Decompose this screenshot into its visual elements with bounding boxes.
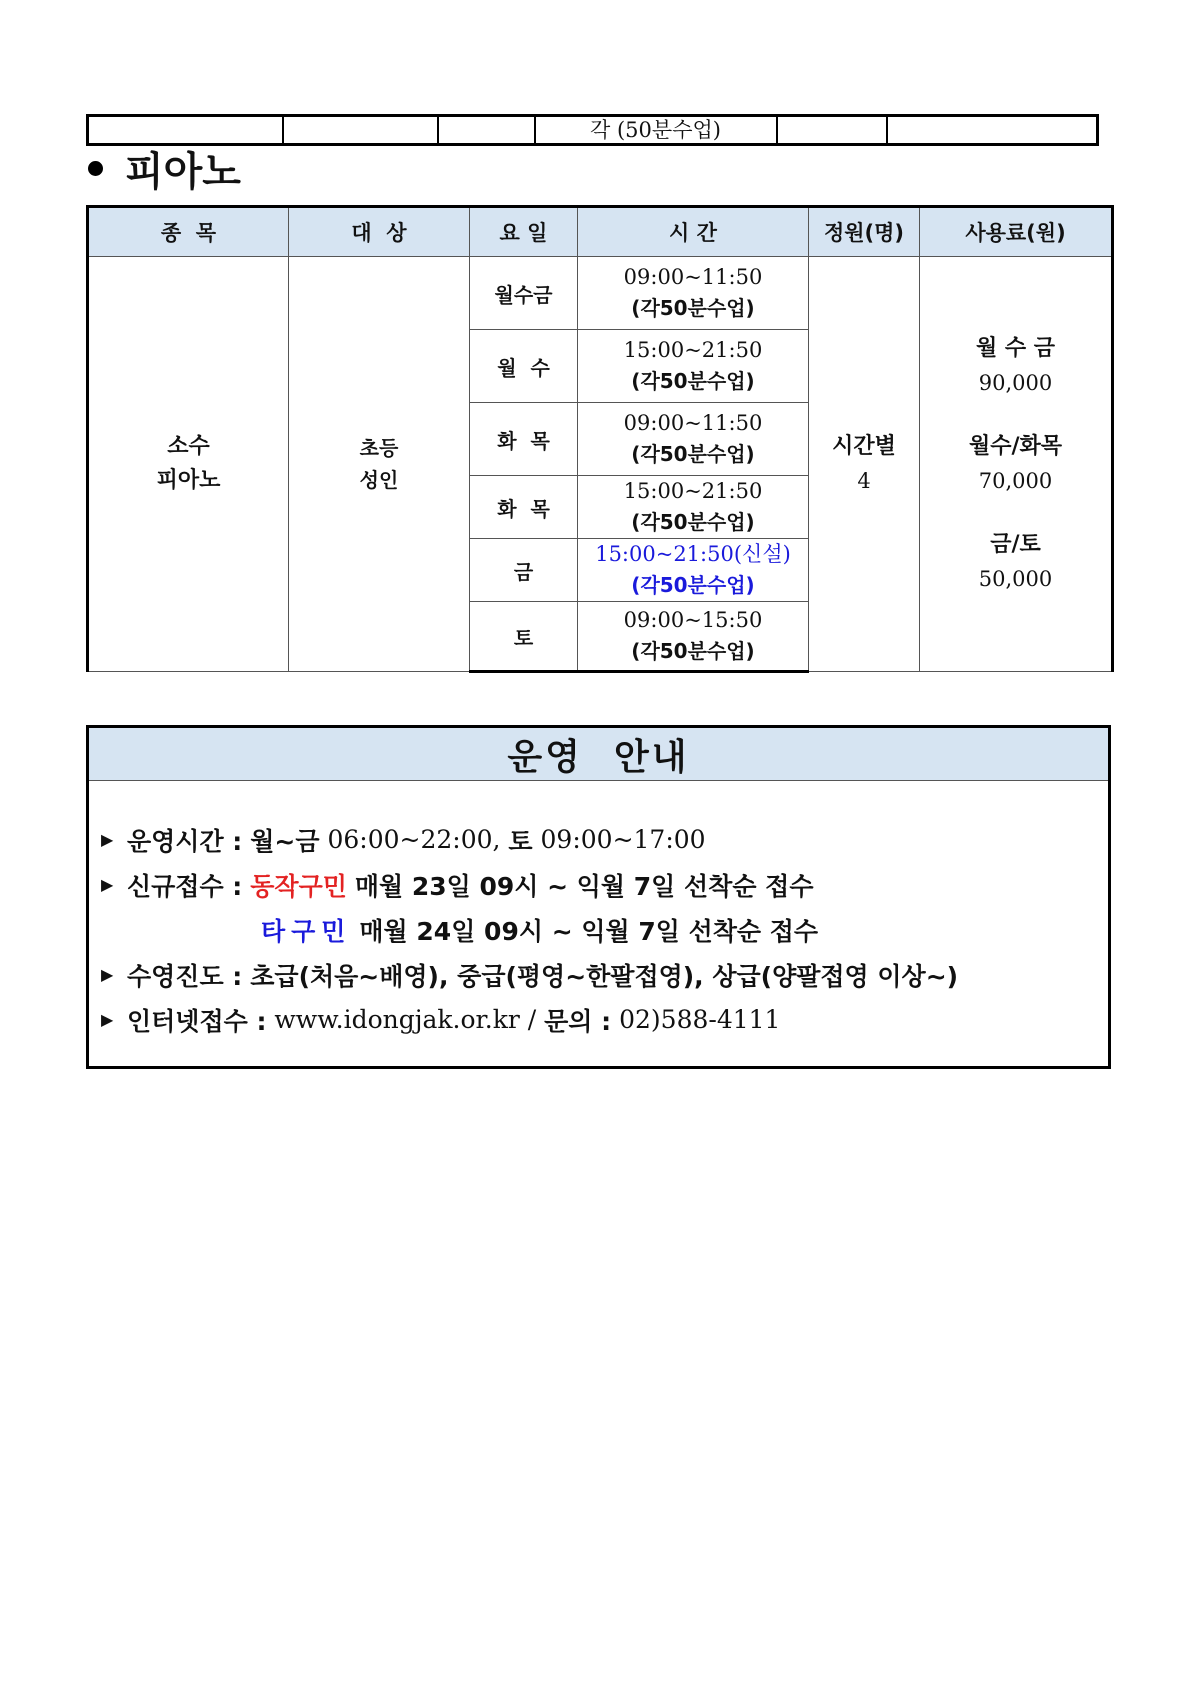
target-line: 성인 [359,468,399,492]
target-cell [289,257,470,672]
time-cell-new [578,539,809,602]
time-range: 09:00~11:50 [623,265,763,289]
levels-line [101,952,1108,997]
header-day: 요 일 [470,207,578,257]
separator: / [527,1005,537,1034]
saturday-hours: 09:00~17:00 [540,825,706,854]
local-residents: 동작구민 [250,871,347,901]
fee-amount: 50,000 [978,567,1053,591]
time-note: (각50분수업) [631,296,755,320]
capacity-value: 4 [857,469,871,493]
time-range: 09:00~15:50 [623,608,763,632]
triangle-right-icon: ▶ [101,830,114,849]
fragment-cell [438,116,535,145]
fragment-cell [887,116,1098,145]
fragment-cell [283,116,438,145]
time-range: 09:00~11:50 [623,411,763,435]
time-cell [578,330,809,403]
piano-schedule-table [86,205,1114,673]
registration-line [101,862,1108,907]
fee-group [920,332,1111,400]
header-capacity: 정원(명) [809,207,920,257]
hours-label: 운영시간 : [127,826,243,856]
contact-phone: 02)588-4111 [619,1005,781,1034]
internet-label: 인터넷접수 : [127,1006,267,1036]
program-cell [88,257,289,672]
time-cell [578,403,809,476]
time-cell [578,476,809,539]
other-residents: 타구민 [261,916,352,946]
fee-amount: 70,000 [978,469,1053,493]
guide-title: 운영 안내 [89,728,1108,781]
time-note: (각50분수업) [631,639,755,663]
target-line: 초등 [359,436,399,460]
fee-label: 월수/화목 [968,434,1063,459]
day-cell: 월수금 [470,257,578,330]
fee-cell [920,257,1113,672]
time-note: (각50분수업) [631,573,755,597]
contact-label: 문의 : [544,1006,612,1036]
levels-label: 수영진도 : [127,961,243,991]
fee-label: 월 수 금 [975,336,1056,361]
section-title: 피아노 [125,148,241,195]
other-schedule: 매월 24일 09시 ~ 익월 7일 선착순 접수 [359,916,819,946]
day-cell: 금 [470,539,578,602]
triangle-right-icon: ▶ [101,875,114,894]
time-note: (각50분수업) [631,369,755,393]
operation-guide-box [86,725,1111,1069]
time-note: (각50분수업) [631,510,755,534]
website-link[interactable]: www.idongjak.or.kr [274,1005,520,1034]
internet-line [101,997,1108,1042]
triangle-right-icon: ▶ [101,1010,114,1029]
header-fee: 사용료(원) [920,207,1113,257]
header-program: 종 목 [88,207,289,257]
time-range: 15:00~21:50(신설) [595,542,791,566]
hours-line [101,817,1108,862]
section-heading [86,143,241,193]
levels-text: 초급(처음~배영), 중급(평영~한팔접영), 상급(양팔접영 이상~) [250,961,959,991]
program-line: 피아노 [156,468,221,493]
time-range: 15:00~21:50 [623,338,763,362]
capacity-label: 시간별 [832,434,896,459]
time-cell [578,602,809,672]
time-range: 15:00~21:50 [623,479,763,503]
triangle-right-icon: ▶ [101,965,114,984]
day-cell: 토 [470,602,578,672]
time-note: (각50분수업) [631,442,755,466]
registration-label: 신규접수 : [127,871,243,901]
program-line: 소수 [167,434,210,459]
day-cell: 월 수 [470,330,578,403]
bullet-icon [88,161,103,176]
capacity-cell [809,257,920,672]
fee-group [920,528,1111,596]
fragment-cell-time: 각 (50분수업) [535,116,777,145]
registration-line-other [101,907,1108,952]
weekday-hours: 06:00~22:00, [327,825,501,854]
table-header-row [88,207,1113,257]
fee-label: 금/토 [990,532,1041,557]
header-time: 시 간 [578,207,809,257]
table-row [88,257,1113,330]
fee-group [920,430,1111,498]
fragment-cell [777,116,887,145]
header-target: 대 상 [289,207,470,257]
fee-amount: 90,000 [978,371,1053,395]
weekday-label: 월~금 [250,826,320,856]
saturday-label: 토 [508,826,533,856]
time-cell [578,257,809,330]
day-cell: 화 목 [470,403,578,476]
guide-body [89,781,1108,1042]
day-cell: 화 목 [470,476,578,539]
local-schedule: 매월 23일 09시 ~ 익월 7일 선착순 접수 [354,871,814,901]
